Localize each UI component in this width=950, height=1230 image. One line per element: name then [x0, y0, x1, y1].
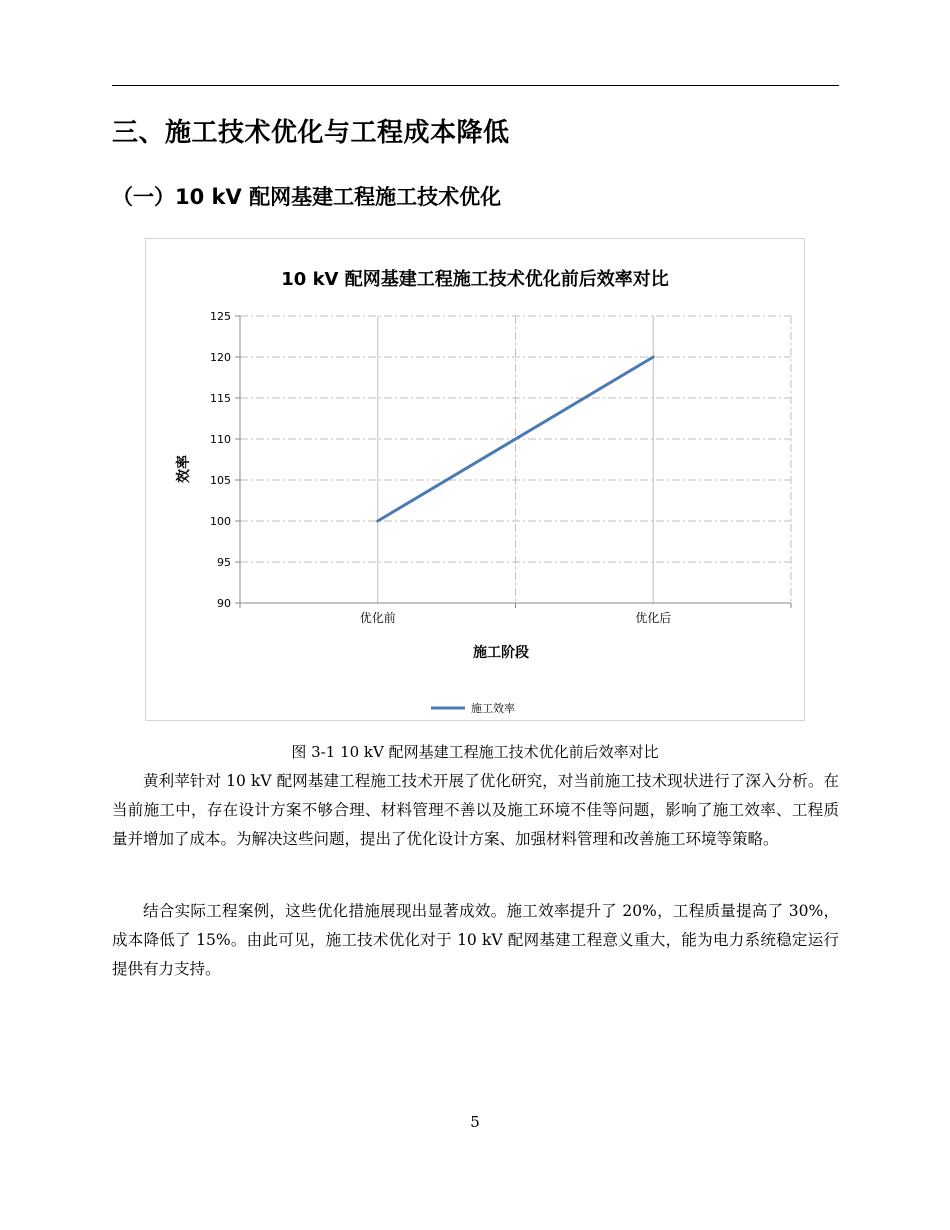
y-tick-label: 110	[210, 433, 231, 446]
y-tick-label: 100	[210, 515, 231, 528]
chart-title: 10 kV 配网基建工程施工技术优化前后效率对比	[281, 269, 669, 290]
y-tick-label: 105	[210, 474, 231, 487]
header-rule	[112, 85, 839, 86]
figure-caption: 图 3-1 10 kV 配网基建工程施工技术优化前后效率对比	[291, 743, 659, 761]
line-chart	[146, 239, 804, 720]
x-tick-label: 优化后	[635, 611, 672, 625]
x-tick-label: 优化前	[359, 611, 396, 625]
chart-container	[145, 238, 805, 721]
y-tick-label: 125	[210, 310, 231, 323]
legend-label: 施工效率	[471, 702, 515, 715]
y-tick-label: 95	[217, 556, 231, 569]
subsection-heading: （一）10 kV 配网基建工程施工技术优化	[112, 185, 502, 209]
y-axis-label: 效率	[176, 455, 192, 483]
paragraph-1: 黄利苹针对 10 kV 配网基建工程施工技术开展了优化研究，对当前施工技术现状进行了深入分析。在当前施工中，存在设计方案不够合理、材料管理不善以及施工环境不佳等问题，影响了施工效率、工程质量并增加了成本。为解决这些问题，提出了优化设计方案、加强材料管理和改善施工环境等策略。	[112, 772, 839, 848]
y-tick-label: 120	[210, 351, 231, 364]
x-axis-label: 施工阶段	[473, 645, 529, 661]
section-heading: 三、施工技术优化与工程成本降低	[112, 118, 510, 148]
legend	[431, 701, 515, 715]
paragraph-2: 结合实际工程案例，这些优化措施展现出显著成效。施工效率提升了 20%，工程质量提高了 30%，成本降低了 15%。由此可见，施工技术优化对于 10 kV 配网基建工程意义重大，能为电力系统稳定运行提供有力支持。	[112, 902, 839, 978]
grid-layer	[240, 316, 791, 603]
y-tick-label: 115	[210, 392, 231, 405]
page-number: 5	[470, 1113, 480, 1131]
y-tick-label: 90	[217, 597, 231, 610]
